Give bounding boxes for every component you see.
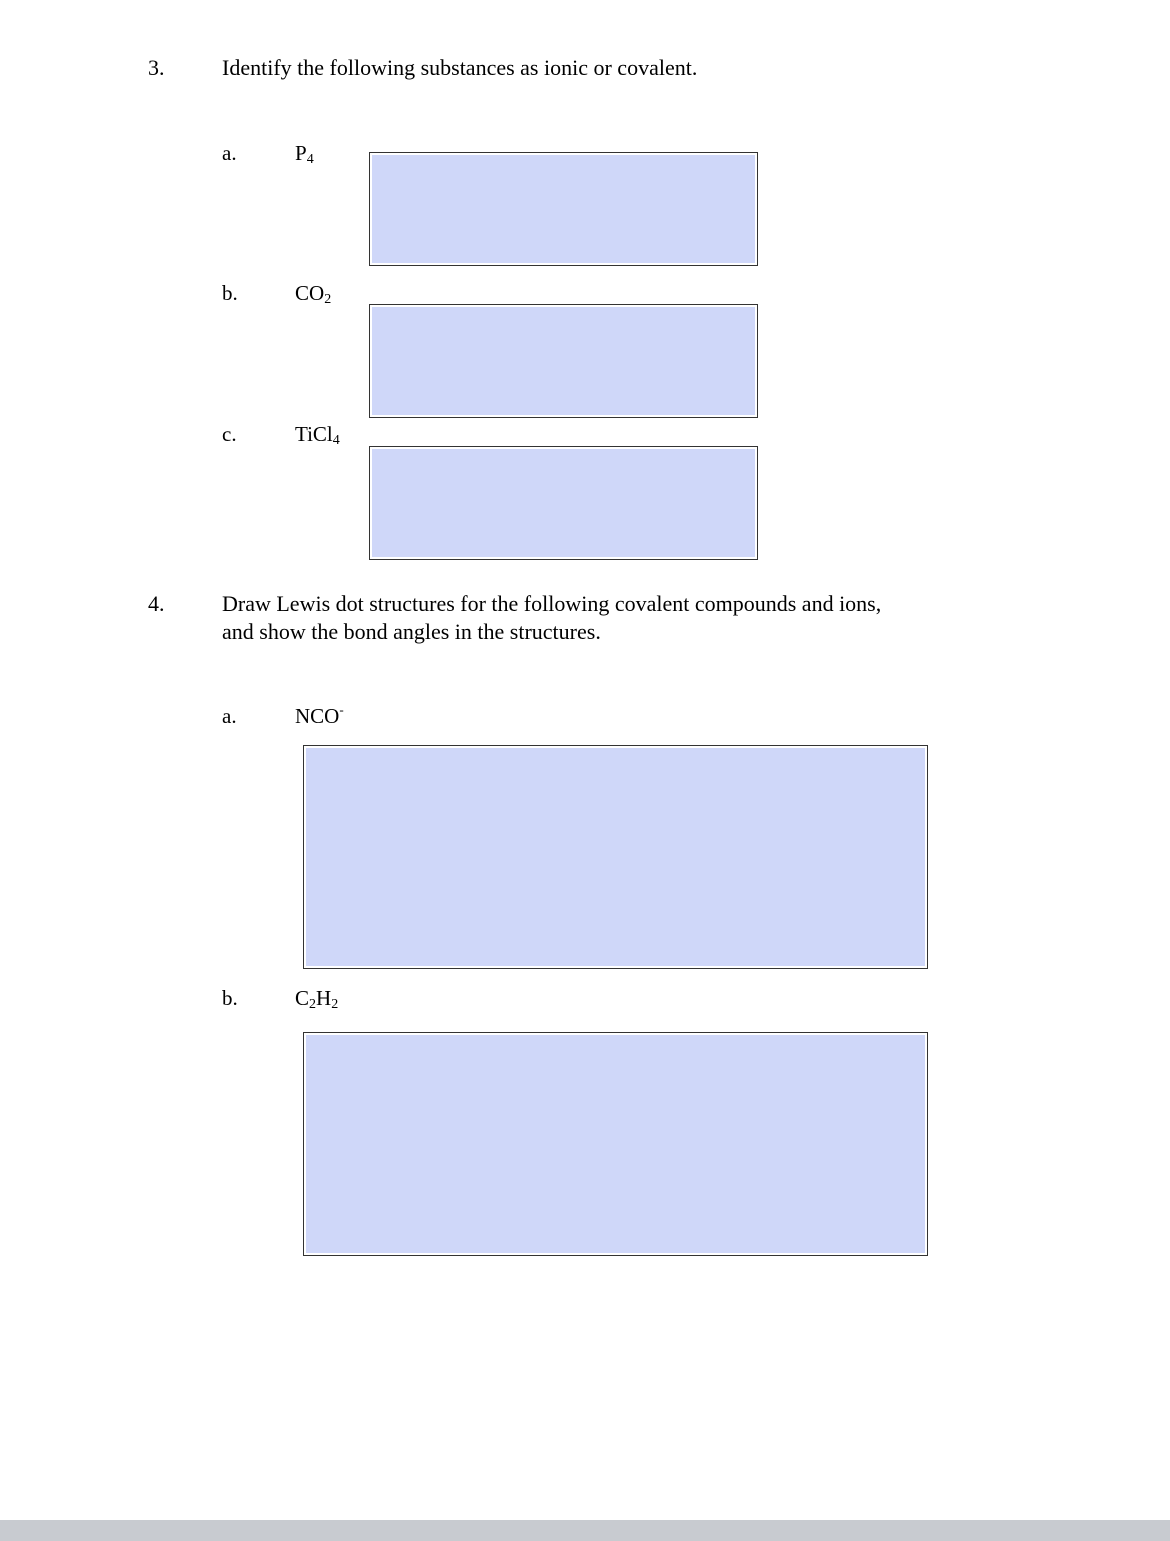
bottom-scroll-bar (0, 1520, 1170, 1541)
question-3-number: 3. (148, 55, 165, 80)
question-4-prompt-line-1: Draw Lewis dot structures for the following covalent compounds and ions, (222, 591, 882, 616)
question-4-prompt-line-2: and show the bond angles in the structures. (222, 619, 601, 644)
item-3b-formula: $CO_2$ (295, 281, 332, 307)
question-3-prompt: Identify the following substances as ionic or covalent. (222, 55, 698, 80)
question-4-number: 4. (148, 591, 165, 616)
answer-box-3c[interactable] (369, 446, 758, 560)
answer-field-3b[interactable] (372, 307, 755, 415)
item-4a-formula: NCO- (295, 702, 344, 728)
answer-field-4b[interactable] (306, 1035, 925, 1253)
answer-field-3c[interactable] (372, 449, 755, 557)
answer-box-4a[interactable] (303, 745, 928, 969)
answer-box-4b[interactable] (303, 1032, 928, 1256)
item-3c-label: c. (222, 422, 237, 446)
answer-field-4a[interactable] (306, 748, 925, 966)
item-3b-label: b. (222, 281, 238, 305)
answer-field-3a[interactable] (372, 155, 755, 263)
item-4b-formula: $C_2H_2$ (295, 986, 339, 1012)
question-4-prompt (222, 590, 881, 646)
answer-box-3b[interactable] (369, 304, 758, 418)
item-3a-formula: $P_4$ (295, 141, 314, 167)
item-3c-formula: TiCl$_4$ (295, 422, 340, 448)
item-4b-label: b. (222, 986, 238, 1010)
answer-box-3a[interactable] (369, 152, 758, 266)
item-4a-label: a. (222, 704, 237, 728)
item-3a-label: a. (222, 141, 237, 165)
